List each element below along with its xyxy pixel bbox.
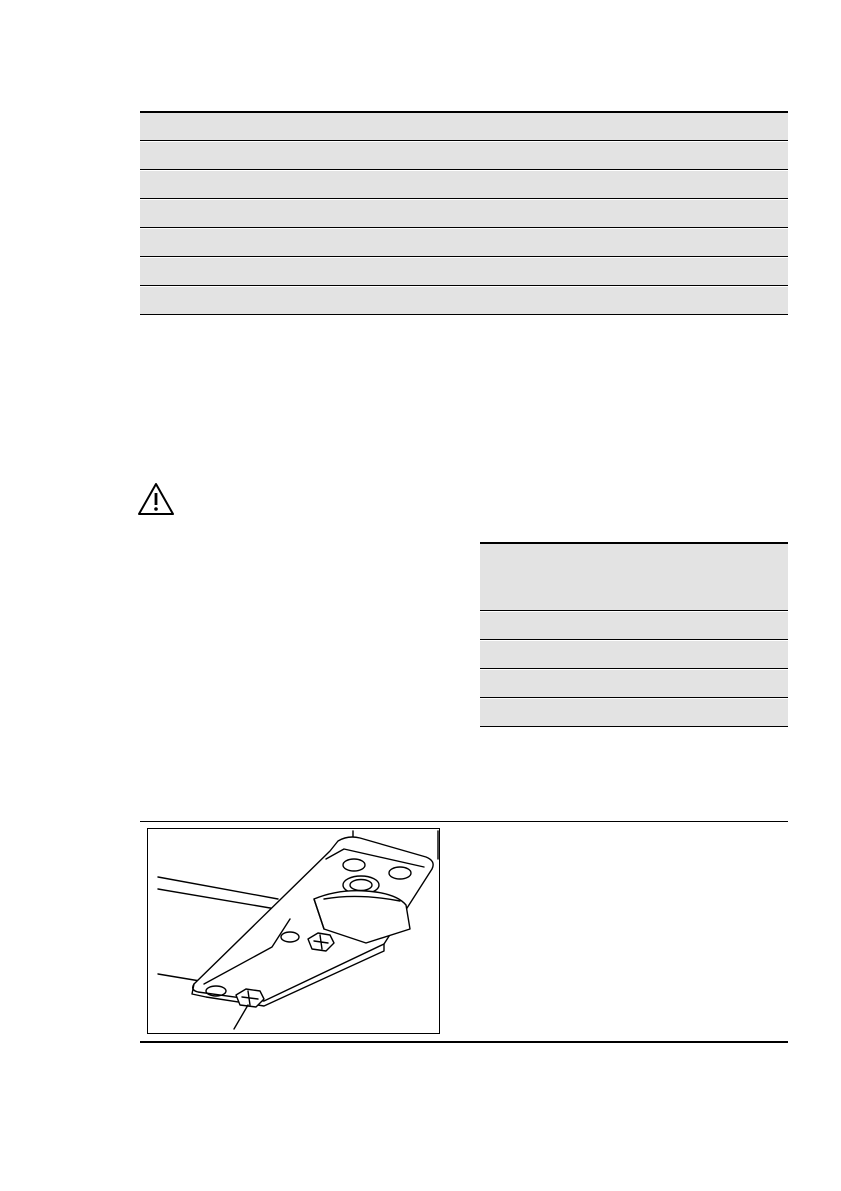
table-row: [480, 670, 788, 698]
table-header: [480, 544, 788, 611]
specification-table: [140, 111, 788, 315]
section-rule: [140, 1041, 788, 1043]
hinge-bracket-drawing: [148, 829, 440, 1034]
table-row: [480, 699, 788, 727]
hinge-bracket-illustration: [147, 828, 440, 1034]
table-row: [140, 171, 788, 199]
installation-figure-section: [140, 821, 788, 1044]
table-row: [140, 258, 788, 286]
table-row: [140, 113, 788, 141]
table-row: [140, 229, 788, 257]
table-row: [140, 142, 788, 170]
section-rule: [140, 821, 788, 822]
warning-triangle-icon: [137, 482, 175, 516]
table-row: [480, 612, 788, 640]
table-row: [140, 200, 788, 228]
climate-class-table: [480, 542, 788, 727]
table-row: [140, 287, 788, 315]
table-row: [480, 641, 788, 669]
